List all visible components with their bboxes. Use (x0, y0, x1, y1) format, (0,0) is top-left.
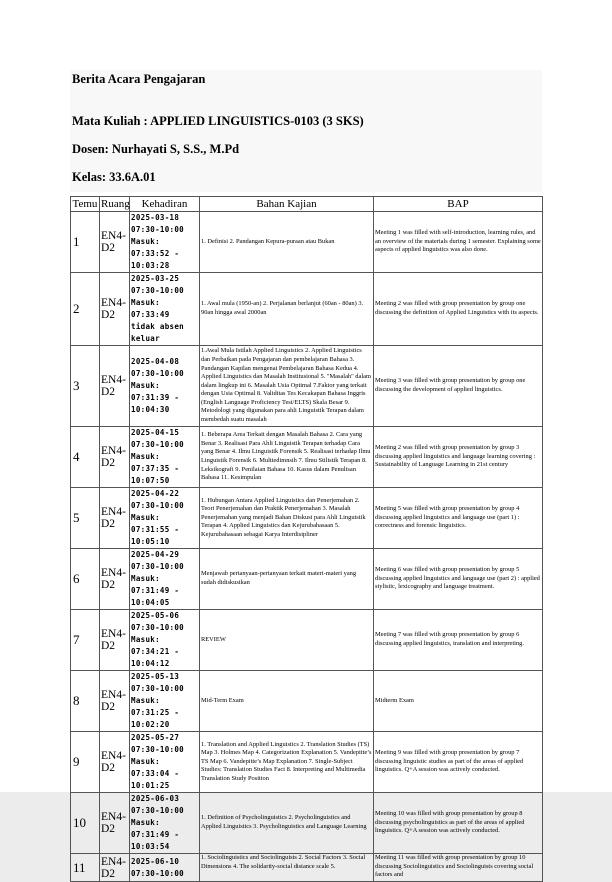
bap-cell (374, 273, 543, 346)
meeting-number: 7 (73, 632, 80, 647)
bap-cell (374, 610, 543, 671)
attendance-cell (130, 854, 200, 882)
bap-cell (374, 549, 543, 610)
teaching-log-table (70, 196, 543, 882)
bap-cell (374, 793, 543, 854)
attendance-cell (130, 732, 200, 793)
bap-cell (374, 732, 543, 793)
meeting-number: 9 (73, 754, 80, 769)
bap-text: Meeting 1 was filled with self-introduction, learning rules, and an overview of the materials during 1 semester. Explaining some aspects of applied linguistics was also done. (375, 229, 541, 254)
material-text: 1. Hubungan Antara Applied Linguistics dan Penerjemahan 2. Teori Penerjemahan dan Praktik Penerjemahan 3. Masalah Penerjemahan yang menjadi Bahan Diskusi para Ahli Linguistik Terapan 4. Applied Linguistics dan Kejurubahasaan 5. Kejurubahasaan sebagai Karya Interdisipliner (201, 496, 366, 538)
material-cell (200, 854, 374, 882)
table-row (71, 346, 543, 427)
check-in-time: Masuk: 07:31:49 - 10:04:05 (131, 574, 180, 607)
meeting-number-cell (71, 346, 100, 427)
schedule-time: 2025-03-18 07:30-10:00 (131, 213, 184, 234)
meeting-number: 8 (73, 693, 80, 708)
header-bap: BAP (374, 197, 543, 212)
schedule-time: 2025-05-06 07:30-10:00 (131, 611, 184, 632)
class-code: Kelas: 33.6A.01 (72, 170, 156, 184)
material-cell (200, 212, 374, 273)
material-text: REVIEW (201, 635, 226, 643)
bap-text: Meeting 3 was filled with group presentation by group one discussing the development of applied linguistics. (375, 377, 526, 393)
meeting-number-cell (71, 671, 100, 732)
meeting-number-cell (71, 793, 100, 854)
meeting-number: 10 (73, 815, 86, 830)
bap-cell (374, 488, 543, 549)
meeting-number: 3 (73, 378, 80, 393)
table-row (71, 212, 543, 273)
material-text: 1. Sociolinguistics and Sociolinguists 2. Social Factors 3. Social Dimensions 4. The solidarity-social distance scale 5. (201, 854, 366, 870)
table-row (71, 549, 543, 610)
bap-text: Meeting 2 was filled with group presentation by group 3 discussing applied linguistics and language learning covering : Sustainability of Language Learning in 21st century (375, 444, 536, 469)
schedule-time: 2025-06-03 07:30-10:00 (131, 794, 184, 815)
bap-text: Meeting 10 was filled with group presentation by group 8 discussing psycholinguistics as part of the areas of applied linguistics. Q+A session was actively conducted. (375, 810, 525, 835)
attendance-note: tidak absen keluar (131, 322, 184, 343)
schedule-time: 2025-05-13 07:30-10:00 (131, 672, 184, 693)
table-row (71, 854, 543, 882)
schedule-time: 2025-06-10 07:30-10:00 (131, 856, 184, 878)
bap-text: Meeting 7 was filled with group presentation by group 6 discussing applied linguistics, translation and interpreting. (375, 631, 524, 647)
header-meeting: Temu (71, 197, 100, 212)
bap-cell (374, 854, 543, 882)
attendance-cell (130, 671, 200, 732)
meeting-number-cell (71, 212, 100, 273)
room-cell (100, 610, 130, 671)
schedule-time: 2025-04-22 07:30-10:00 (131, 489, 184, 510)
meeting-number-cell (71, 854, 100, 882)
material-text: Menjawab pertanyaan-pertanyaan terkait materi-materi yang sudah didiskusikan (201, 570, 357, 586)
table-header-row (71, 197, 543, 212)
room-cell (100, 671, 130, 732)
room-cell (100, 854, 130, 882)
check-in-time: Masuk: 07:31:39 - 10:04:30 (131, 381, 180, 414)
attendance-cell (130, 346, 200, 427)
material-cell (200, 610, 374, 671)
material-cell (200, 793, 374, 854)
room-cell (100, 346, 130, 427)
check-in-time: Masuk: 07:31:25 - 10:02:20 (131, 696, 180, 729)
attendance-cell (130, 793, 200, 854)
table-row (71, 273, 543, 346)
bap-text: Meeting 5 was filled with group presentation by group 4 discussing applied linguistics and language use (part 1) : correctness and forensic linguistics. (375, 505, 520, 530)
bap-text: Meeting 11 was filled with group presentation by group 10 discussing Sociolinguistics and Sociolinguists covering social factors and (375, 854, 534, 879)
table-row (71, 732, 543, 793)
room-cell (100, 212, 130, 273)
material-cell (200, 549, 374, 610)
meeting-number: 2 (73, 301, 80, 316)
meeting-number-cell (71, 732, 100, 793)
table-row (71, 793, 543, 854)
material-cell (200, 427, 374, 488)
room-code: EN4-D2 (101, 811, 126, 835)
schedule-time: 2025-04-08 07:30-10:00 (131, 357, 184, 378)
meeting-number-cell (71, 549, 100, 610)
meeting-number-cell (71, 488, 100, 549)
bap-cell (374, 427, 543, 488)
bap-text: Meeting 9 was filled with group presentation by group 7 discussing linguistic studies as part of the areas of applied linguistics. Q+A session was actively conducted. (375, 749, 524, 774)
meeting-number: 4 (73, 449, 80, 464)
material-cell (200, 732, 374, 793)
meeting-number-cell (71, 273, 100, 346)
attendance-cell (130, 488, 200, 549)
bap-cell (374, 346, 543, 427)
bap-cell (374, 671, 543, 732)
room-cell (100, 732, 130, 793)
room-cell (100, 273, 130, 346)
attendance-cell (130, 549, 200, 610)
material-text: Mid-Term Exam (201, 696, 244, 704)
material-cell (200, 273, 374, 346)
room-cell (100, 549, 130, 610)
room-cell (100, 488, 130, 549)
material-text: 1. Definition of Psycholinguistics 2. Psycholinguistics and Applied Linguistics 3. Psycholinguistics and Language Learning (201, 814, 367, 830)
material-text: 1. Beberapa Area Terkait dengan Masalah Bahasa 2. Cara yang Benar 3. Realisasi Para Ahli Linguistik Terapan terhadap Cara yang Benar 4. Ilmu Linguistik Forensik 5. Realisasi terhadap Ilmu Linguistik Forensik 6. Multiedimnsih 7. Ilmu Stilistik Terapan 8. Leksikografi 9. Penilaian Bahasa 10. Kasus dalam Penulisan Bahasa 11. Kesimpulan (201, 431, 371, 482)
material-text: 1. Definisi 2. Pandangan Kepura-puraan atau Bukan (201, 237, 335, 245)
check-in-time: Masuk: 07:33:49 (131, 298, 170, 319)
header-attendance: Kehadiran (130, 197, 200, 212)
attendance-cell (130, 212, 200, 273)
check-in-time: Masuk: 07:31:55 - 10:05:10 (131, 513, 180, 546)
meeting-number-cell (71, 610, 100, 671)
table-row (71, 610, 543, 671)
schedule-time: 2025-05-27 07:30-10:00 (131, 733, 184, 754)
room-cell (100, 793, 130, 854)
bap-text: Meeting 6 was filled with group presentation by group 5 discussing applied linguistics and language use (part 2) : applied stylistic, lexicography and language treatment. (375, 566, 540, 591)
room-code: EN4-D2 (101, 750, 126, 774)
material-text: 1.Awal Mula Istilah Applied Linguistics 2. Applied Linguistics dan Perbaikan pada Pengajaran dan pembelajaran Bahasa 3. Pandangan Kapilan mengenai Pembelajaran Bahasa Kedua 4. Applied Linguistics dan Masalah Institusional 5. "Masalah" dalam dalam lingkup ini 6. Masalah Usia Optimal 7.Faktor yang terkait dengan Usia Optimal 8. Validitas Tes Kecakapan Bahasa Inggris (English Language Proficiency Test/ELTS) Skala Besar 9. Metodologi yang digunakan para ahli Linguistik Terapan dalam membedah suatu masalah (201, 347, 371, 424)
check-in-time: Masuk: 07:31:49 - 10:03:54 (131, 818, 180, 851)
room-code: EN4-D2 (101, 297, 126, 321)
table-row (71, 488, 543, 549)
room-code: EN4-D2 (101, 567, 126, 591)
header-material: Bahan Kajian (200, 197, 374, 212)
header-room: Ruang (101, 198, 130, 210)
meeting-number: 6 (73, 571, 80, 586)
bap-text: Midterm Exam (375, 696, 414, 704)
room-code: EN4-D2 (101, 445, 126, 469)
check-in-time: Masuk: 07:33:52 - 10:03:28 (131, 237, 180, 270)
room-code: EN4-D2 (101, 628, 126, 652)
room-code: EN4-D2 (101, 506, 126, 530)
course-title: Mata Kuliah : APPLIED LINGUISTICS-0103 (3 SKS) (72, 114, 364, 128)
room-code: EN4-D2 (101, 230, 126, 254)
attendance-cell (130, 273, 200, 346)
meeting-number: 11 (73, 859, 86, 875)
material-text: 1. Translation and Applied Linguistics 2. Translation Studies (TS) Map 3. Holmes Map 4. Categorization Explanation 5. Vandepitte’s TS Map 6. Vandepitte’s Map Explanation 7. Single-Subject Studies: Translation Studies Fact 8. Interpreting and Multimedia Translation Study Position (201, 740, 372, 782)
room-code: EN4-D2 (101, 855, 126, 880)
meeting-number: 1 (73, 234, 80, 249)
lecturer-name: Dosen: Nurhayati S, S.S., M.Pd (72, 142, 240, 156)
schedule-time: 2025-04-29 07:30-10:00 (131, 550, 184, 571)
bap-text: Meeting 2 was filled with group presentation by group one discussing the definition of Applied Linguistics with its aspects. (375, 300, 539, 316)
bap-cell (374, 212, 543, 273)
attendance-cell (130, 427, 200, 488)
room-code: EN4-D2 (101, 374, 126, 398)
meeting-number: 5 (73, 510, 80, 525)
check-in-time: Masuk: 07:34:21 - 10:04:12 (131, 635, 180, 668)
meeting-number-cell (71, 427, 100, 488)
room-code: EN4-D2 (101, 689, 126, 713)
material-cell (200, 671, 374, 732)
schedule-time: 2025-03-25 07:30-10:00 (131, 274, 184, 295)
check-in-time: Masuk: 07:33:04 - 10:01:25 (131, 757, 180, 790)
check-in-time: Masuk: 07:37:35 - 10:07:50 (131, 452, 180, 485)
attendance-cell (130, 610, 200, 671)
schedule-time: 2025-04-15 07:30-10:00 (131, 428, 184, 449)
material-cell (200, 346, 374, 427)
document-title: Berita Acara Pengajaran (72, 72, 206, 86)
material-text: 1. Awal mula (1950-an) 2. Perjalanan berlanjut (60an - 80an) 3. 90an hingga awal 2000an (201, 300, 364, 316)
table-row (71, 671, 543, 732)
room-cell (100, 427, 130, 488)
material-cell (200, 488, 374, 549)
table-row (71, 427, 543, 488)
